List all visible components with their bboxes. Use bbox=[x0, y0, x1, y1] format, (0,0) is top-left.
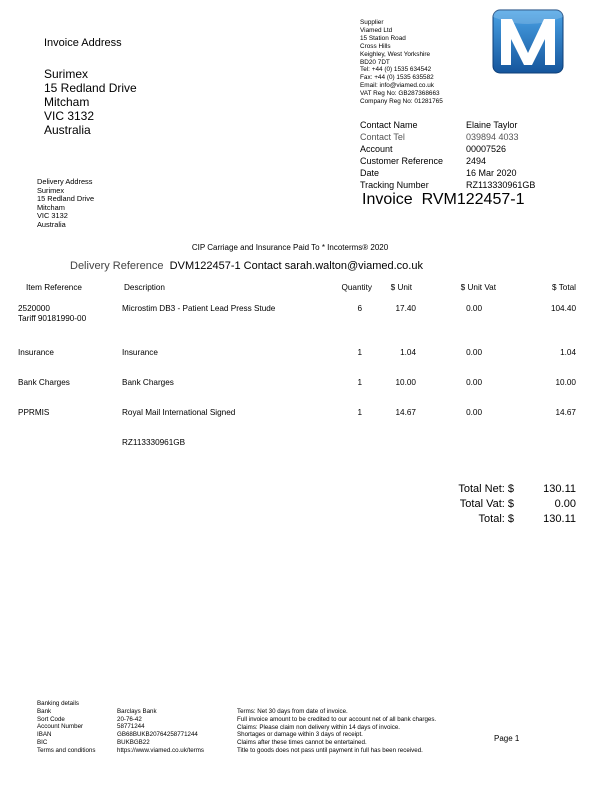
banking-row bbox=[37, 716, 204, 724]
terms-line: Title to goods does not pass until payment in full has been received. bbox=[237, 746, 423, 754]
row-item-ref: Insurance bbox=[18, 348, 54, 357]
supplier-line: BD20 7DT bbox=[360, 58, 390, 66]
header-quantity: Quantity bbox=[341, 283, 372, 292]
row-unit: 1.04 bbox=[400, 348, 416, 357]
row-description: Bank Charges bbox=[122, 378, 174, 387]
total-vat-value: 0.00 bbox=[554, 498, 576, 510]
banking-label: BIC bbox=[37, 738, 48, 746]
row-item-ref: 2520000 bbox=[18, 304, 50, 313]
row-item-ref: Bank Charges bbox=[18, 378, 70, 387]
viamed-logo-icon bbox=[492, 9, 564, 74]
delivery-address-line: Australia bbox=[37, 219, 66, 229]
total-net-row bbox=[430, 482, 576, 497]
invoice-title-label: Invoice bbox=[362, 191, 413, 208]
contact-label: Contact Tel bbox=[360, 132, 405, 142]
delivery-address-line: Surimex bbox=[37, 185, 65, 195]
contact-label: Date bbox=[360, 168, 380, 178]
supplier-line: Cross Hills bbox=[360, 42, 391, 50]
banking-value: 58771244 bbox=[117, 723, 145, 731]
row-quantity: 1 bbox=[357, 348, 362, 357]
banking-label: Terms and conditions bbox=[37, 746, 96, 754]
terms-line: Shortages or damage within 3 days of receipt. bbox=[237, 731, 363, 739]
viamed-logo bbox=[492, 9, 564, 74]
contact-label: Customer Reference bbox=[360, 156, 444, 166]
contact-row bbox=[360, 131, 535, 143]
contact-row bbox=[360, 167, 535, 179]
supplier-line: Company Reg No: 01281765 bbox=[360, 98, 443, 106]
row-item-tariff: Tariff 90181990-00 bbox=[18, 314, 87, 323]
total-net-label: Total Net: $ bbox=[458, 483, 514, 495]
banking-details bbox=[37, 700, 204, 755]
contact-label: Contact Name bbox=[360, 120, 418, 130]
banking-value: GB68BUKB20764258771244 bbox=[117, 731, 198, 739]
contact-value: 2494 bbox=[466, 156, 487, 166]
supplier-line: Supplier bbox=[360, 19, 384, 26]
contact-value: 039894 4033 bbox=[466, 132, 519, 142]
supplier-line: Tel: +44 (0) 1535 634542 bbox=[360, 66, 432, 74]
total-label: Total: $ bbox=[478, 513, 514, 525]
row-description: Royal Mail International Signed bbox=[122, 408, 236, 417]
row-unit: 14.67 bbox=[395, 408, 416, 417]
total-vat-row bbox=[430, 497, 576, 512]
contact-label: Account bbox=[360, 144, 393, 154]
row-unit-vat: 0.00 bbox=[466, 408, 482, 417]
delivery-reference bbox=[70, 260, 423, 272]
row-quantity: 1 bbox=[357, 378, 362, 387]
banking-row bbox=[37, 731, 204, 739]
banking-label: Sort Code bbox=[37, 715, 65, 723]
delivery-address-line: Mitcham bbox=[37, 202, 65, 212]
banking-label: Bank bbox=[37, 707, 52, 715]
invoice-title bbox=[362, 191, 524, 209]
row-quantity: 6 bbox=[357, 304, 362, 313]
delivery-reference-value: DVM122457-1 Contact sarah.walton@viamed.co.uk bbox=[169, 260, 423, 272]
banking-label: IBAN bbox=[37, 731, 52, 739]
terms-line: Claims after these times cannot be entertained. bbox=[237, 739, 367, 747]
invoice-address-title: Invoice Address bbox=[44, 37, 122, 49]
supplier-line: Email: info@viamed.co.uk bbox=[360, 82, 434, 90]
invoice-number: RVM122457-1 bbox=[421, 191, 525, 208]
supplier-line: Fax: +44 (0) 1535 635582 bbox=[360, 74, 434, 82]
row-description: Microstim DB3 - Patient Lead Press Stude bbox=[122, 304, 276, 313]
row-total: 10.00 bbox=[555, 378, 576, 387]
supplier-line: 15 Station Road bbox=[360, 34, 406, 42]
row-quantity: 1 bbox=[357, 408, 362, 417]
delivery-address-line: VIC 3132 bbox=[37, 211, 68, 221]
banking-label: Account Number bbox=[37, 723, 84, 731]
supplier-line: VAT Reg No: GB287368663 bbox=[360, 90, 440, 98]
contact-value: Elaine Taylor bbox=[466, 120, 518, 130]
banking-row bbox=[37, 708, 204, 716]
contact-row bbox=[360, 143, 535, 155]
supplier-details bbox=[360, 19, 443, 106]
total-value: 130.11 bbox=[543, 513, 576, 525]
header-description: Description bbox=[124, 283, 165, 292]
page-number: Page 1 bbox=[494, 734, 520, 743]
header-item-reference: Item Reference bbox=[26, 283, 82, 292]
row-total: 1.04 bbox=[560, 348, 576, 357]
invoice-address-line: Australia bbox=[44, 123, 91, 137]
delivery-reference-label: Delivery Reference bbox=[70, 260, 164, 272]
supplier-line: Viamed Ltd bbox=[360, 26, 393, 34]
invoice-address-line: Mitcham bbox=[44, 95, 90, 109]
row-unit-vat: 0.00 bbox=[466, 378, 482, 387]
contact-row bbox=[360, 119, 535, 131]
banking-row bbox=[37, 739, 204, 747]
banking-value: BUKBGB22 bbox=[117, 738, 150, 746]
row-unit: 10.00 bbox=[395, 378, 416, 387]
contact-row bbox=[360, 155, 535, 167]
cip-incoterms: CIP Carriage and Insurance Paid To * Incoterms® 2020 bbox=[191, 243, 389, 252]
row-item-ref: PPRMIS bbox=[18, 408, 50, 417]
total-row bbox=[430, 512, 576, 527]
banking-value: 20-76-42 bbox=[117, 715, 142, 723]
header-unit: $ Unit bbox=[390, 283, 412, 292]
contact-value: 16 Mar 2020 bbox=[466, 168, 517, 178]
row-unit-vat: 0.00 bbox=[466, 304, 482, 313]
row-unit: 17.40 bbox=[395, 304, 416, 313]
terms-line: Terms: Net 30 days from date of invoice. bbox=[237, 708, 348, 715]
row-unit-vat: 0.00 bbox=[466, 348, 482, 357]
delivery-address-line: 15 Redland Drive bbox=[37, 194, 95, 204]
banking-title: Banking details bbox=[37, 700, 79, 707]
banking-value: Barclays Bank bbox=[117, 707, 157, 715]
invoice-address-line: 15 Redland Drive bbox=[44, 81, 137, 95]
total-vat-label: Total Vat: $ bbox=[459, 498, 514, 510]
delivery-address bbox=[37, 178, 94, 230]
row-total: 14.67 bbox=[555, 408, 576, 417]
header-total: $ Total bbox=[552, 283, 576, 292]
row-total: 104.40 bbox=[550, 304, 576, 313]
invoice-address-line: Surimex bbox=[44, 67, 89, 81]
header-unit-vat: $ Unit Vat bbox=[460, 283, 496, 292]
supplier-line: Keighley, West Yorkshire bbox=[360, 50, 431, 58]
contact-details bbox=[360, 119, 535, 191]
terms-line: Claims: Please claim non delivery within 14 days of invoice. bbox=[237, 723, 401, 731]
contact-label: Tracking Number bbox=[360, 180, 429, 190]
delivery-address-line: Delivery Address bbox=[37, 177, 93, 186]
terms-line: Full invoice amount to be credited to our account net of all bank charges. bbox=[237, 715, 437, 723]
invoice-address-line: VIC 3132 bbox=[44, 109, 95, 123]
contact-value: RZ113330961GB bbox=[466, 180, 536, 190]
payment-terms bbox=[237, 708, 436, 755]
banking-row bbox=[37, 723, 204, 731]
row-description: Insurance bbox=[122, 348, 158, 357]
invoice-address bbox=[44, 67, 137, 137]
banking-row bbox=[37, 747, 204, 755]
total-net-value: 130.11 bbox=[543, 483, 576, 495]
contact-value: 00007526 bbox=[466, 144, 507, 154]
totals bbox=[430, 482, 576, 527]
tracking-note: RZ113330961GB bbox=[122, 438, 186, 447]
contact-row bbox=[360, 179, 535, 191]
terms-link[interactable]: https://www.viamed.co.uk/terms bbox=[117, 746, 204, 754]
